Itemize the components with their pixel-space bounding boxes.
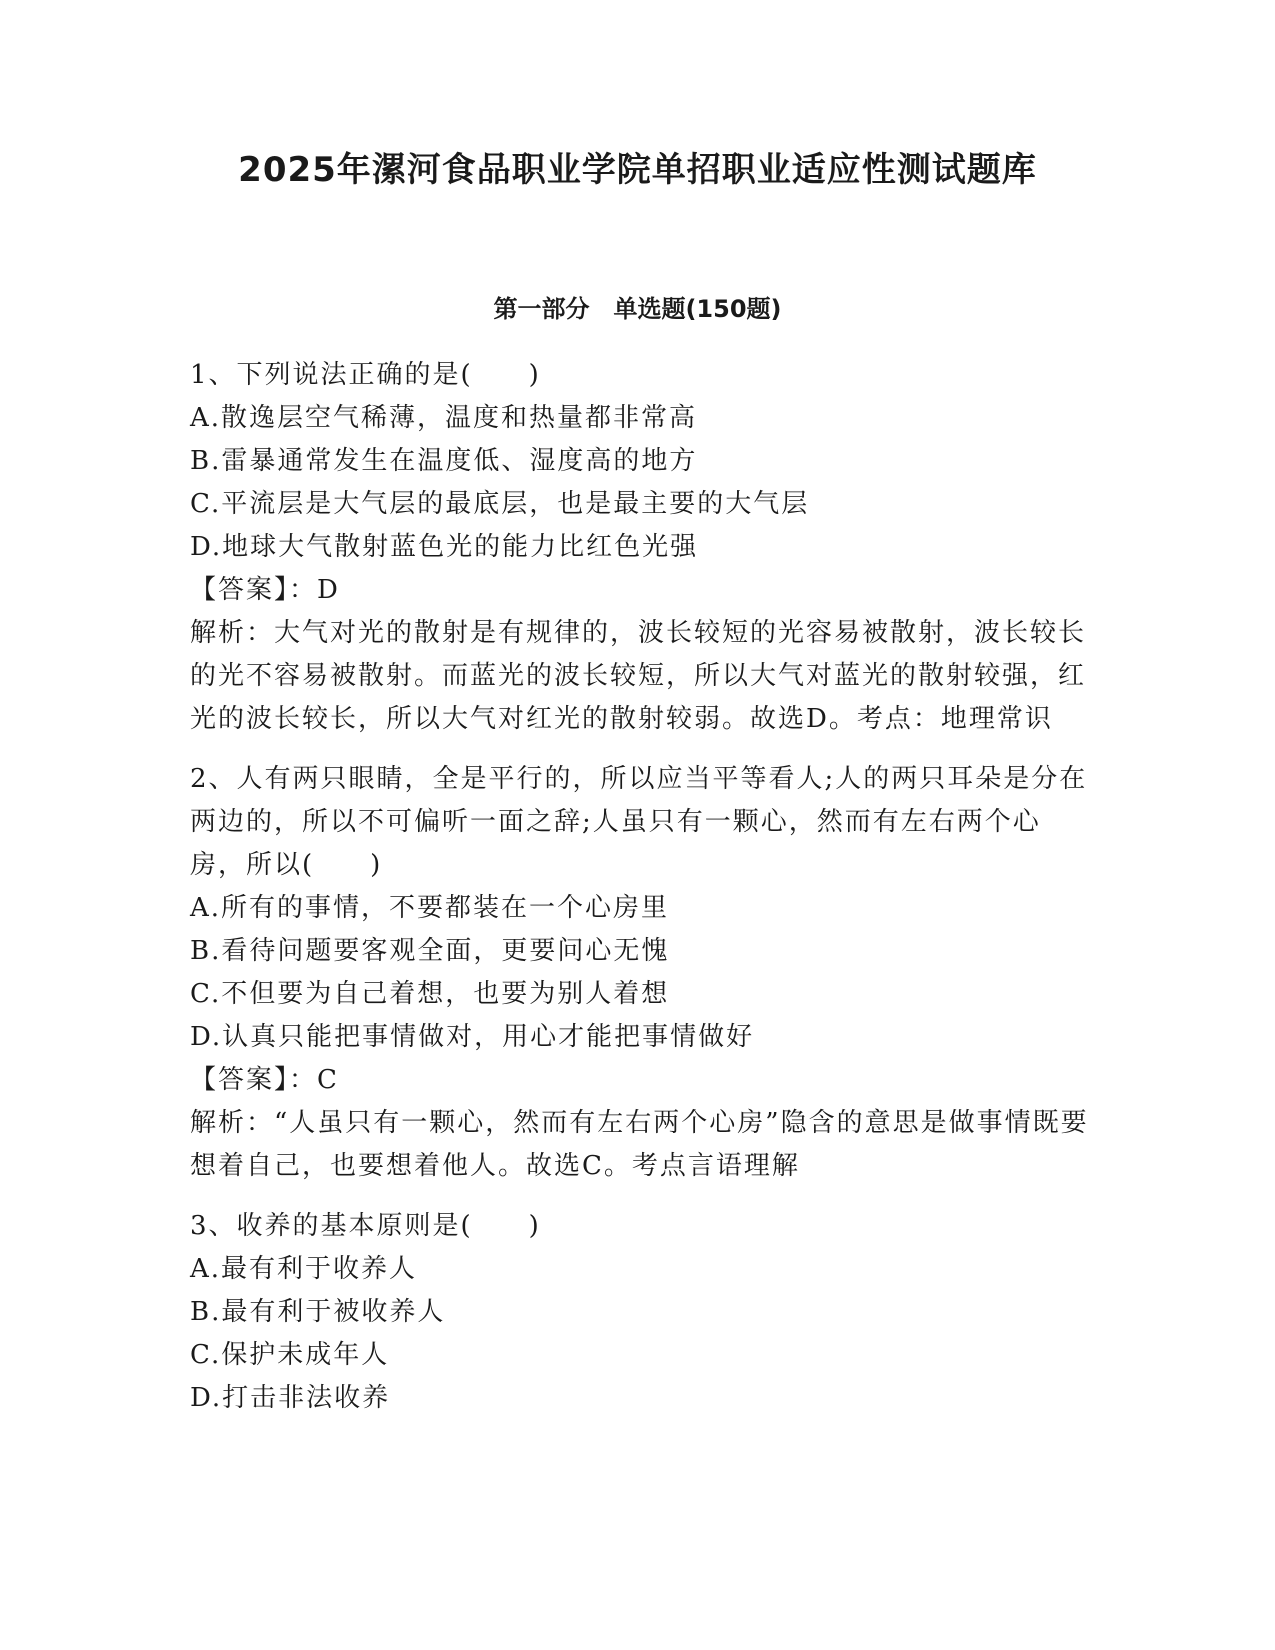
analysis: 解析：“人虽只有一颗心，然而有左右两个心房”隐含的意思是做事情既要想着自己，也要想着他人。故选C。考点言语理解 xyxy=(190,1108,1089,1181)
option-c: C.平流层是大气层的最底层，也是最主要的大气层 xyxy=(190,489,810,519)
question-stem: 3、收养的基本原则是( ) xyxy=(190,1211,541,1241)
option-b: B.看待问题要客观全面，更要问心无愧 xyxy=(190,936,670,966)
option-a: A.所有的事情，不要都装在一个心房里 xyxy=(190,893,670,923)
analysis: 解析：大气对光的散射是有规律的，波长较短的光容易被散射，波长较长的光不容易被散射。而蓝光的波长较短，所以大气对蓝光的散射较强，红光的波长较长，所以大气对红光的散射较弱。故选D。考点：地理常识 xyxy=(190,618,1087,734)
question-list xyxy=(190,354,1095,1437)
option-c: C.保护未成年人 xyxy=(190,1340,390,1370)
option-d: D.打击非法收养 xyxy=(190,1383,391,1413)
option-b: B.雷暴通常发生在温度低、湿度高的地方 xyxy=(190,446,698,476)
answer: 【答案】：D xyxy=(190,575,340,605)
question-1 xyxy=(190,354,1095,741)
option-c: C.不但要为自己着想，也要为别人着想 xyxy=(190,979,670,1009)
option-a: A.散逸层空气稀薄，温度和热量都非常高 xyxy=(190,403,698,433)
option-d: D.地球大气散射蓝色光的能力比红色光强 xyxy=(190,532,699,562)
document-title: 2025年漯河食品职业学院单招职业适应性测试题库 xyxy=(238,150,1037,190)
question-stem: 1、下列说法正确的是( ) xyxy=(190,360,541,390)
option-d: D.认真只能把事情做对，用心才能把事情做好 xyxy=(190,1022,755,1052)
option-a: A.最有利于收养人 xyxy=(190,1254,418,1284)
section-title: 第一部分 单选题(150题) xyxy=(493,295,782,323)
question-2 xyxy=(190,758,1095,1188)
option-b: B.最有利于被收养人 xyxy=(190,1297,446,1327)
answer: 【答案】：C xyxy=(190,1065,339,1095)
question-3 xyxy=(190,1205,1095,1420)
question-stem: 2、人有两只眼睛，全是平行的，所以应当平等看人;人的两只耳朵是分在两边的，所以不可偏听一面之辞;人虽只有一颗心，然而有左右两个心房，所以( ) xyxy=(190,764,1088,880)
